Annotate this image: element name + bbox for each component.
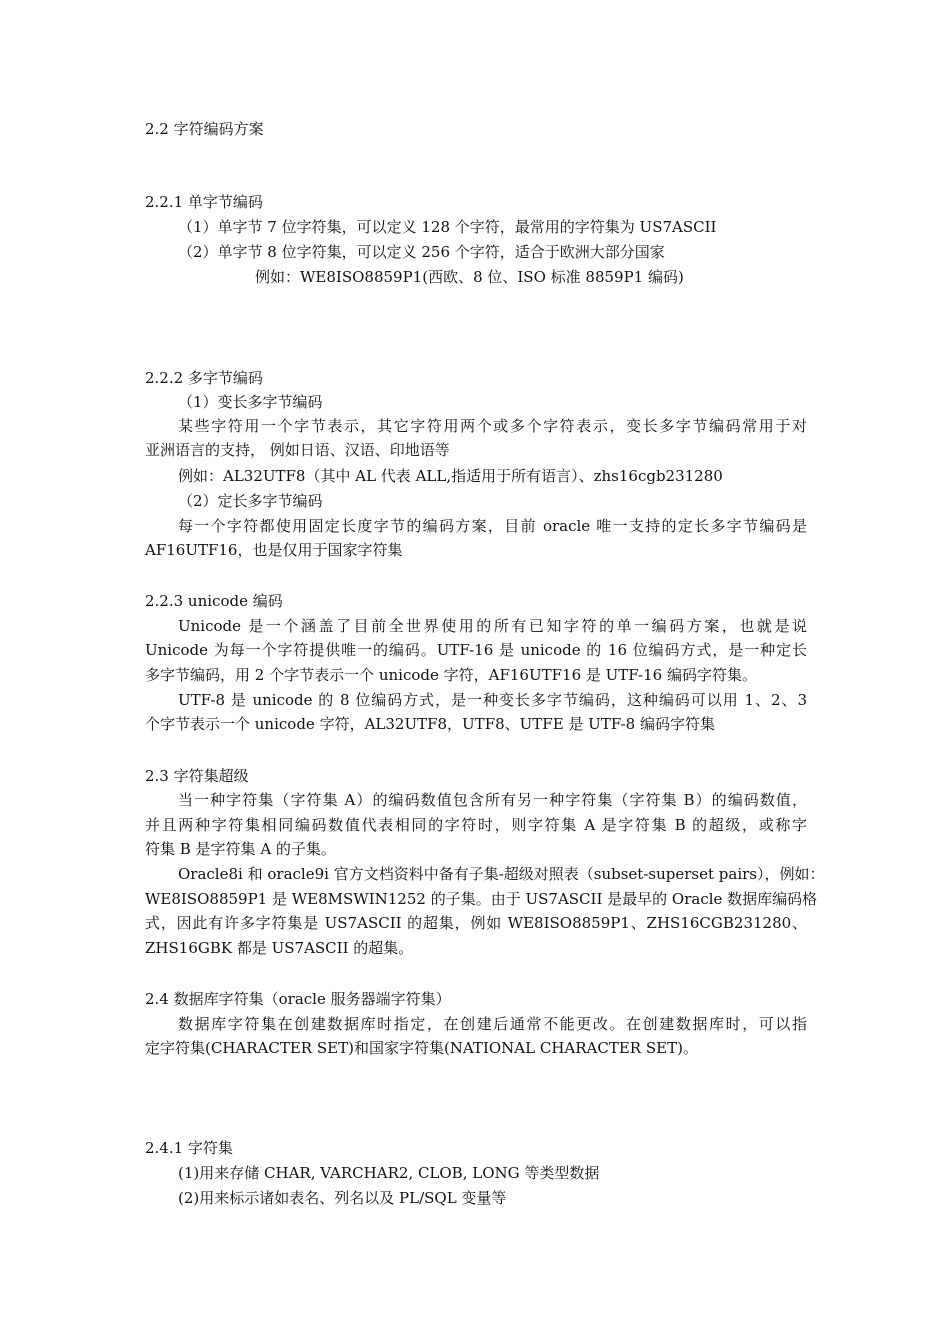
paragraph-line: 个字节表示一个 unicode 字符，AL32UTF8，UTF8、UTFE 是 UTF-8 编码字符集: [145, 715, 715, 733]
paragraph-line: WE8ISO8859P1 是 WE8MSWIN1252 的子集。由于 US7ASCII 是最早的 Oracle 数据库编码格: [145, 890, 818, 908]
list-item: (2)用来标示诸如表名、列名以及 PL/SQL 变量等: [178, 1189, 507, 1207]
list-item: (1)用来存储 CHAR, VARCHAR2, CLOB, LONG 等类型数据: [178, 1164, 600, 1182]
paragraph-line: UTF-8 是 unicode 的 8 位编码方式，是一种变长多字节编码，这种编码可以用 1、2、3: [178, 691, 807, 709]
paragraph-line: AF16UTF16，也是仅用于国家字符集: [145, 541, 403, 559]
example-text: 例如：AL32UTF8（其中 AL 代表 ALL,指适用于所有语言）、zhs16cgb231280: [178, 467, 723, 485]
heading-2-3: 2.3 字符集超级: [145, 767, 249, 785]
list-item: （2）单字节 8 位字符集，可以定义 256 个字符，适合于欧洲大部分国家: [178, 243, 665, 261]
subheading: （2）定长多字节编码: [178, 492, 323, 510]
list-item: （1）单字节 7 位字符集，可以定义 128 个字符，最常用的字符集为 US7ASCII: [178, 218, 717, 236]
paragraph-line: 每一个字符都使用固定长度字节的编码方案，目前 oracle 唯一支持的定长多字节编码是: [178, 517, 807, 535]
paragraph-line: 当一种字符集（字符集 A）的编码数值包含所有另一种字符集（字符集 B）的编码数值，: [178, 791, 807, 809]
heading-2-2-1: 2.2.1 单字节编码: [145, 193, 263, 211]
paragraph-line: ZHS16GBK 都是 US7ASCII 的超集。: [145, 939, 414, 957]
example-text: 例如：WE8ISO8859P1(西欧、8 位、ISO 标准 8859P1 编码): [255, 268, 684, 286]
paragraph-line: 符集 B 是字符集 A 的子集。: [145, 840, 336, 858]
heading-2-4: 2.4 数据库字符集（oracle 服务器端字符集）: [145, 990, 451, 1008]
paragraph-line: 式，因此有许多字符集是 US7ASCII 的超集，例如 WE8ISO8859P1、ZHS16CGB231280、: [145, 914, 807, 932]
paragraph-line: Unicode 为每一个字符提供唯一的编码。UTF-16 是 unicode 的 16 位编码方式，是一种定长: [145, 641, 807, 659]
paragraph-line: Unicode 是一个涵盖了目前全世界使用的所有已知字符的单一编码方案，也就是说: [178, 617, 807, 635]
paragraph-line: 某些字符用一个字节表示，其它字符用两个或多个字符表示，变长多字节编码常用于对: [178, 417, 807, 435]
subheading: （1）变长多字节编码: [178, 393, 323, 411]
paragraph-line: 亚洲语言的支持， 例如日语、汉语、印地语等: [145, 441, 450, 459]
heading-2-2: 2.2 字符编码方案: [145, 120, 264, 138]
paragraph-line: 多字节编码，用 2 个字节表示一个 unicode 字符，AF16UTF16 是 UTF-16 编码字符集。: [145, 666, 757, 684]
paragraph-line: 数据库字符集在创建数据库时指定，在创建后通常不能更改。在创建数据库时，可以指: [178, 1015, 807, 1033]
heading-2-2-2: 2.2.2 多字节编码: [145, 369, 263, 387]
paragraph-line: 并且两种字符集相同编码数值代表相同的字符时，则字符集 A 是字符集 B 的超级，或称字: [145, 816, 807, 834]
paragraph-line: 定字符集(CHARACTER SET)和国家字符集(NATIONAL CHARACTER SET)。: [145, 1039, 698, 1057]
heading-2-4-1: 2.4.1 字符集: [145, 1139, 233, 1157]
paragraph-line: Oracle8i 和 oracle9i 官方文档资料中备有子集-超级对照表（subset-superset pairs），例如：: [178, 865, 825, 883]
heading-2-2-3: 2.2.3 unicode 编码: [145, 592, 283, 610]
